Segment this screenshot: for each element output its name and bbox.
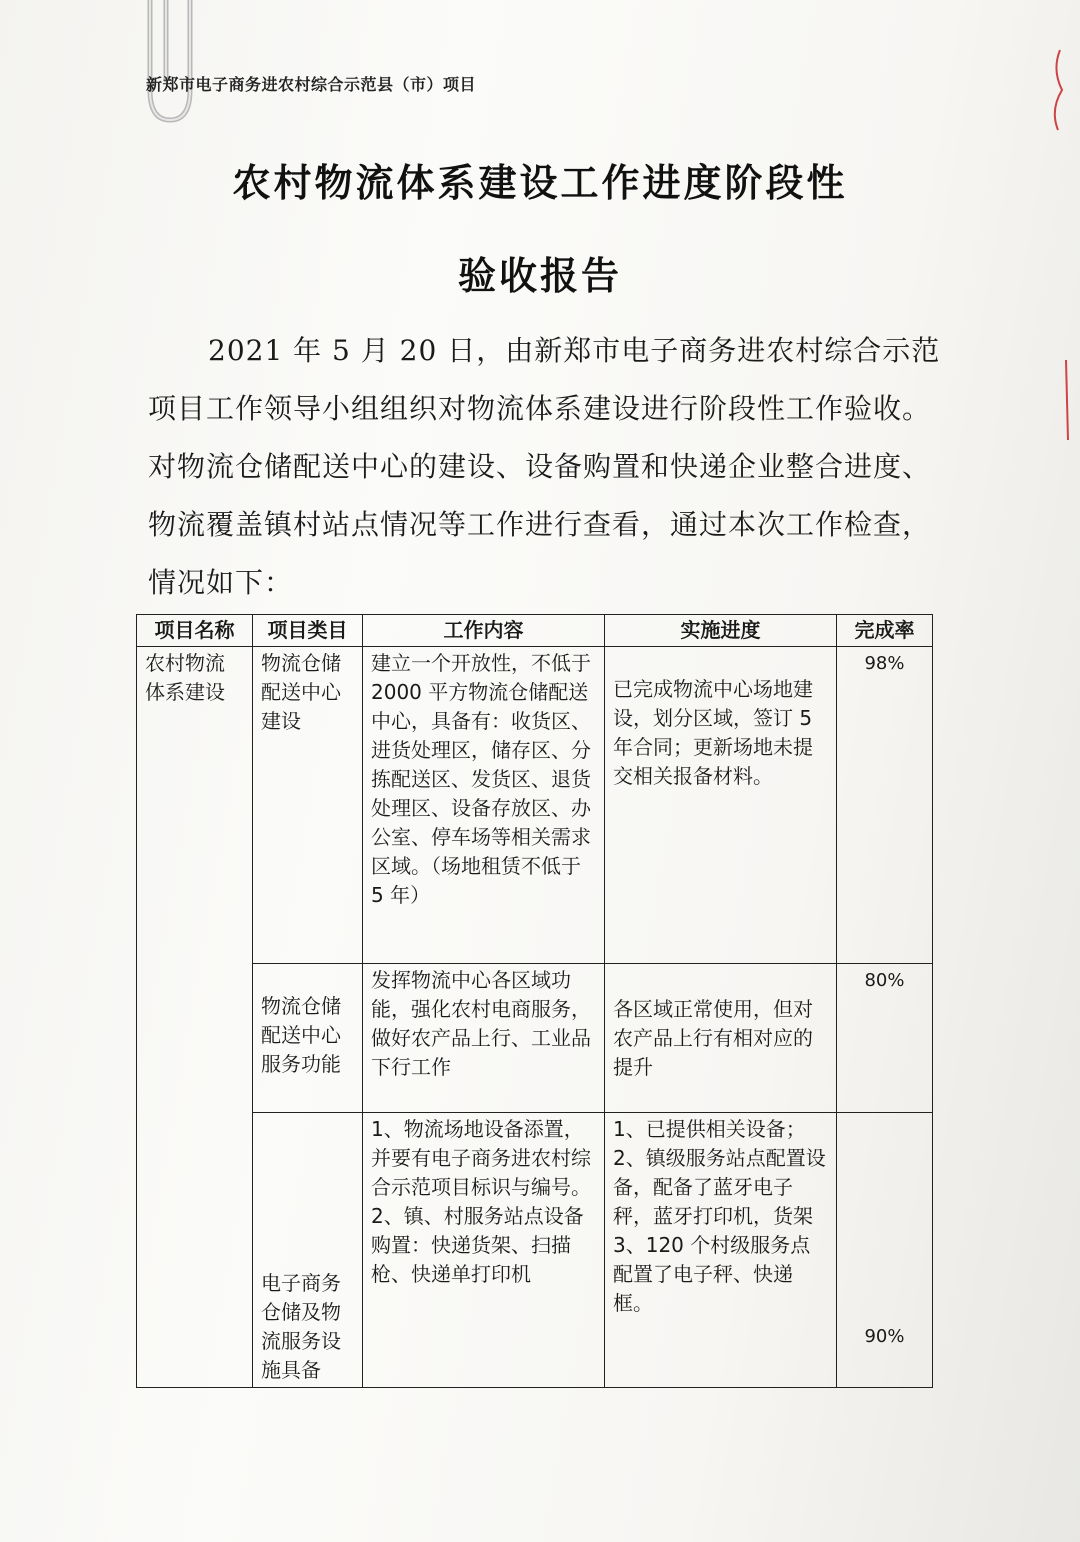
rate-text: 98%	[864, 653, 905, 674]
content-cell	[363, 647, 605, 964]
document-title-line1: 农村物流体系建设工作进度阶段性	[232, 160, 848, 205]
project-name-cell	[137, 647, 253, 1388]
header-project-category: 项目类目	[253, 615, 363, 647]
body-paragraph	[148, 322, 941, 612]
category-text: 物流仓储 配送中心 服务功能	[261, 994, 341, 1076]
table-row	[137, 1113, 933, 1388]
header-progress: 实施进度	[605, 615, 837, 647]
rate-cell	[837, 1113, 933, 1388]
progress-cell	[605, 647, 837, 964]
content-text: 1、物流场地设备添置，并要有电子商务进农村综合示范项目标识与编号。 2、镇、村服务站点设备购置：快递货架、扫描枪、快递单打印机	[371, 1117, 591, 1286]
category-cell	[253, 647, 363, 964]
table-row	[137, 964, 933, 1113]
table-row	[137, 647, 933, 964]
progress-text: 各区域正常使用，但对农产品上行有相对应的提升	[613, 996, 813, 1079]
body-line: 对物流仓储配送中心的建设、设备购置和快递企业整合进度、	[148, 450, 932, 483]
rate-cell	[837, 964, 933, 1113]
progress-text: 已完成物流中心场地建设，划分区域，签订 5 年合同；更新场地未提交相关报备材料。	[613, 677, 819, 788]
body-line: 物流覆盖镇村站点情况等工作进行查看，通过本次工作检查，	[148, 508, 932, 541]
table-header-row	[137, 615, 933, 647]
rate-text: 90%	[864, 1326, 905, 1347]
document-title-line2: 验收报告	[457, 253, 622, 298]
progress-cell	[605, 964, 837, 1113]
rate-cell	[837, 647, 933, 964]
header-project-name: 项目名称	[137, 615, 253, 647]
content-text: 建立一个开放性，不低于 2000 平方物流仓储配送中心，具备有：收货区、进货处理区，储存区、分拣配送区、发货区、退货处理区、设备存放区、办公室、停车场等相关需求区域。（场地租赁不低于 5 年）	[371, 651, 598, 907]
content-cell	[363, 1113, 605, 1388]
header-work-content: 工作内容	[363, 615, 605, 647]
project-header: 新郑市电子商务进农村综合示范县（市）项目	[146, 75, 477, 94]
body-line: 2021 年 5 月 20 日，由新郑市电子商务进农村综合示范	[208, 334, 941, 367]
acceptance-table	[136, 614, 933, 1388]
progress-cell	[605, 1113, 837, 1388]
rate-text: 80%	[864, 970, 905, 991]
content-cell	[363, 964, 605, 1113]
header-completion-rate: 完成率	[837, 615, 933, 647]
project-name-text: 农村物流 体系建设	[145, 651, 225, 704]
paperclip-icon	[120, 0, 210, 130]
content-text: 发挥物流中心各区域功能，强化农村电商服务，做好农产品上行、工业品下行工作	[371, 968, 591, 1079]
category-text: 物流仓储 配送中心 建设	[261, 651, 341, 733]
body-line: 项目工作领导小组组织对物流体系建设进行阶段性工作验收。	[148, 392, 932, 425]
category-cell	[253, 964, 363, 1113]
body-line: 情况如下：	[148, 566, 294, 599]
progress-text: 1、已提供相关设备； 2、镇级服务站点配置设备，配备了蓝牙电子秤，蓝牙打印机，货架 3、120 个村级服务点配置了电子秤、快递框。	[613, 1117, 826, 1315]
category-cell	[253, 1113, 363, 1388]
category-text: 电子商务 仓储及物 流服务设 施具备	[261, 1271, 341, 1382]
